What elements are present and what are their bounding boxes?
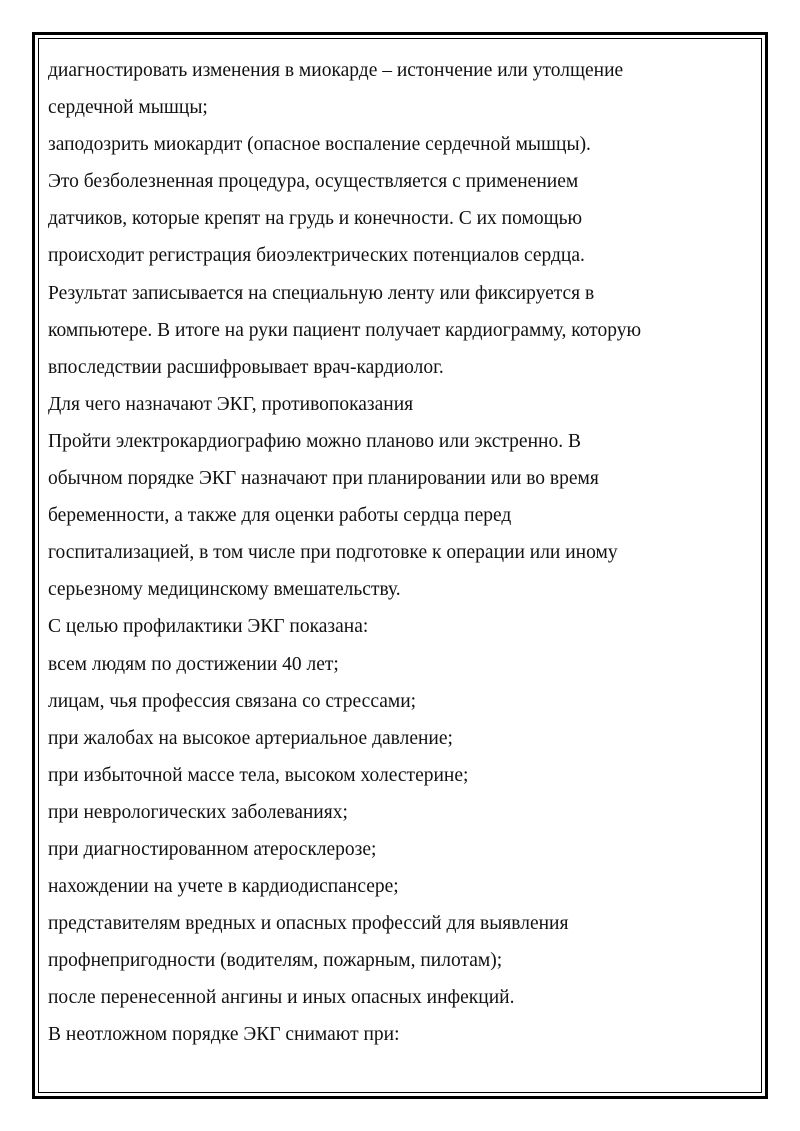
list-item: при жалобах на высокое артериальное давление; [48, 727, 453, 749]
text-line: сердечной мышцы; [48, 97, 208, 119]
text-line: обычном порядке ЭКГ назначают при планировании или во время [48, 468, 599, 490]
text-line: Пройти электрокардиографию можно планово или экстренно. В [48, 430, 581, 452]
text-line: происходит регистрация биоэлектрических потенциалов сердца. [48, 245, 585, 267]
list-item: при избыточной массе тела, высоком холестерине; [48, 764, 469, 786]
document-body [48, 52, 748, 1054]
text-line: серьезному медицинскому вмешательству. [48, 579, 401, 601]
section-heading: Для чего назначают ЭКГ, противопоказания [48, 393, 414, 415]
list-item: профнепригодности (водителям, пожарным, пилотам); [48, 950, 503, 972]
list-item: всем людям по достижении 40 лет; [48, 653, 339, 675]
list-item: при неврологических заболеваниях; [48, 801, 348, 823]
text-line: впоследствии расшифровывает врач-кардиолог. [48, 356, 444, 378]
text-line: беременности, а также для оценки работы сердца перед [48, 505, 512, 527]
text-line: заподозрить миокардит (опасное воспаление сердечной мышцы). [48, 134, 591, 156]
text-line: компьютере. В итоге на руки пациент получает кардиограмму, которую [48, 319, 642, 341]
list-item: после перенесенной ангины и иных опасных инфекций. [48, 987, 515, 1009]
list-item: нахождении на учете в кардиодиспансере; [48, 876, 399, 898]
text-line: Результат записывается на специальную ленту или фиксируется в [48, 282, 595, 304]
list-item: при диагностированном атеросклерозе; [48, 838, 377, 860]
text-line: датчиков, которые крепят на грудь и конечности. С их помощью [48, 208, 583, 230]
text-line: В неотложном порядке ЭКГ снимают при: [48, 1024, 400, 1046]
text-line: диагностировать изменения в миокарде – истончение или утолщение [48, 60, 624, 81]
text-line: Это безболезненная процедура, осуществляется с применением [48, 171, 579, 193]
list-item: лицам, чья профессия связана со стрессами; [48, 690, 417, 712]
text-line: госпитализацией, в том числе при подготовке к операции или иному [48, 542, 618, 564]
list-item: представителям вредных и опасных профессий для выявления [48, 913, 569, 935]
text-line: С целью профилактики ЭКГ показана: [48, 616, 369, 638]
